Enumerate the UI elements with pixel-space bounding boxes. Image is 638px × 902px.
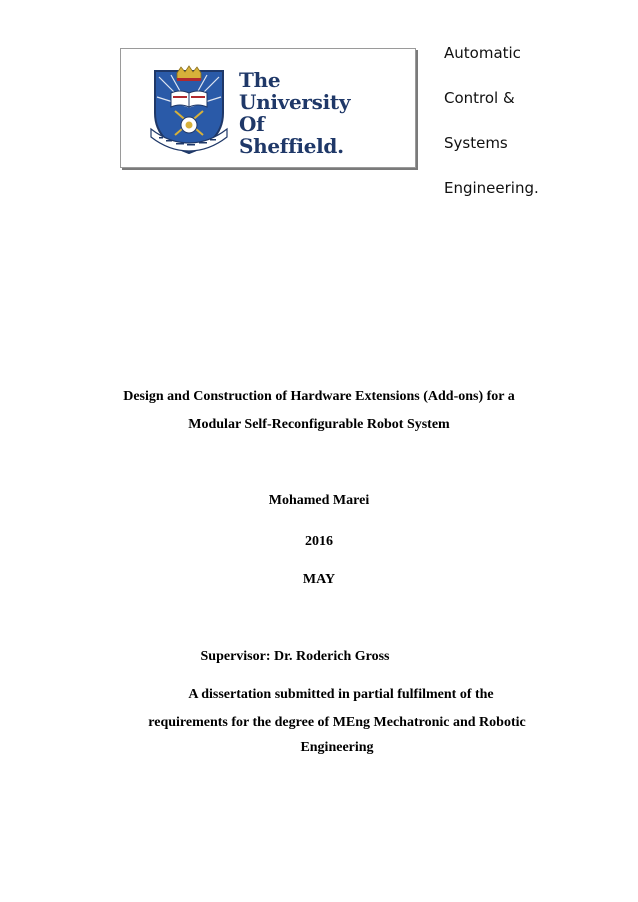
- wordmark-line: Of: [239, 112, 265, 136]
- university-logo: [120, 48, 416, 168]
- dissertation-statement-line-3: Engineering: [300, 740, 374, 755]
- wordmark-line: University: [239, 90, 351, 114]
- department-line: Systems: [444, 134, 508, 152]
- department-line: Control &: [444, 89, 515, 107]
- dissertation-statement-line-2: requirements for the degree of MEng Mechatronic and Robotic: [148, 715, 526, 730]
- year: 2016: [305, 534, 333, 549]
- wordmark-line: Sheffield.: [239, 134, 344, 158]
- department-line: Engineering.: [444, 179, 539, 197]
- university-wordmark: [239, 69, 350, 157]
- author-name: Mohamed Marei: [268, 493, 370, 508]
- department-line: Automatic: [444, 44, 521, 62]
- supervisor: Supervisor: Dr. Roderich Gross: [200, 649, 390, 664]
- university-crest-icon: [149, 63, 229, 155]
- dissertation-statement-line-1: A dissertation submitted in partial fulfilment of the: [188, 687, 494, 702]
- wordmark-line: The: [239, 68, 281, 92]
- thesis-title-line-1: Design and Construction of Hardware Extensions (Add-ons) for a: [123, 389, 515, 404]
- thesis-title-line-2: Modular Self-Reconfigurable Robot System: [188, 417, 450, 432]
- month: MAY: [302, 572, 336, 587]
- department-name: [444, 38, 624, 218]
